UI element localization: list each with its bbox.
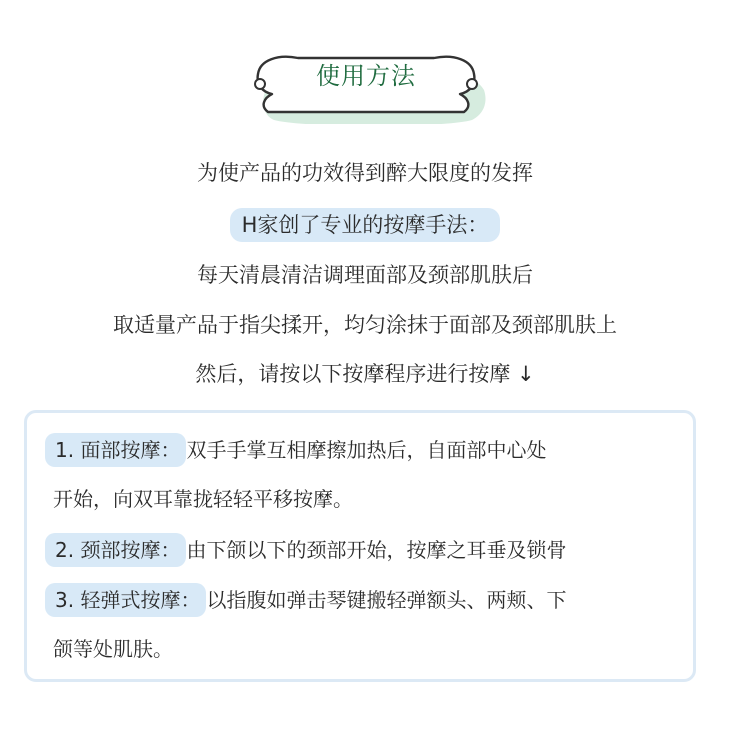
step-1-label: 1. 面部按摩： xyxy=(45,433,186,467)
step-1 xyxy=(45,433,546,467)
step-2 xyxy=(45,533,566,567)
step-3-text: 以指腹如弹击琴键搬轻弹额头、两颊、下 xyxy=(206,588,567,612)
step-2-text: 由下颌以下的颈部开始，按摩之耳垂及锁骨 xyxy=(186,538,567,562)
step-1-text: 双手手掌互相摩擦加热后，自面部中心处 xyxy=(186,438,547,462)
step-3-continuation: 颌等处肌肤。 xyxy=(53,637,173,661)
step-1-continuation: 开始，向双耳靠拢轻轻平移按摩。 xyxy=(53,487,353,511)
section-title: 使用方法 xyxy=(316,62,416,90)
intro-line-4: 取适量产品于指尖揉开，均匀涂抹于面部及颈部肌肤上 xyxy=(113,313,617,337)
intro-line-5: 然后，请按以下按摩程序进行按摩 ↓ xyxy=(195,362,535,386)
intro-highlight: H家创了专业的按摩手法： xyxy=(230,208,501,242)
intro-line-3: 每天清晨清洁调理面部及颈部肌肤后 xyxy=(197,263,533,287)
step-3-label: 3. 轻弹式按摩： xyxy=(45,583,206,617)
intro-line-2-wrapper xyxy=(0,208,730,242)
massage-steps-box xyxy=(24,410,696,682)
section-header xyxy=(238,44,494,124)
step-2-label: 2. 颈部按摩： xyxy=(45,533,186,567)
intro-line-1: 为使产品的功效得到醉大限度的发挥 xyxy=(197,161,533,185)
step-3 xyxy=(45,583,566,617)
